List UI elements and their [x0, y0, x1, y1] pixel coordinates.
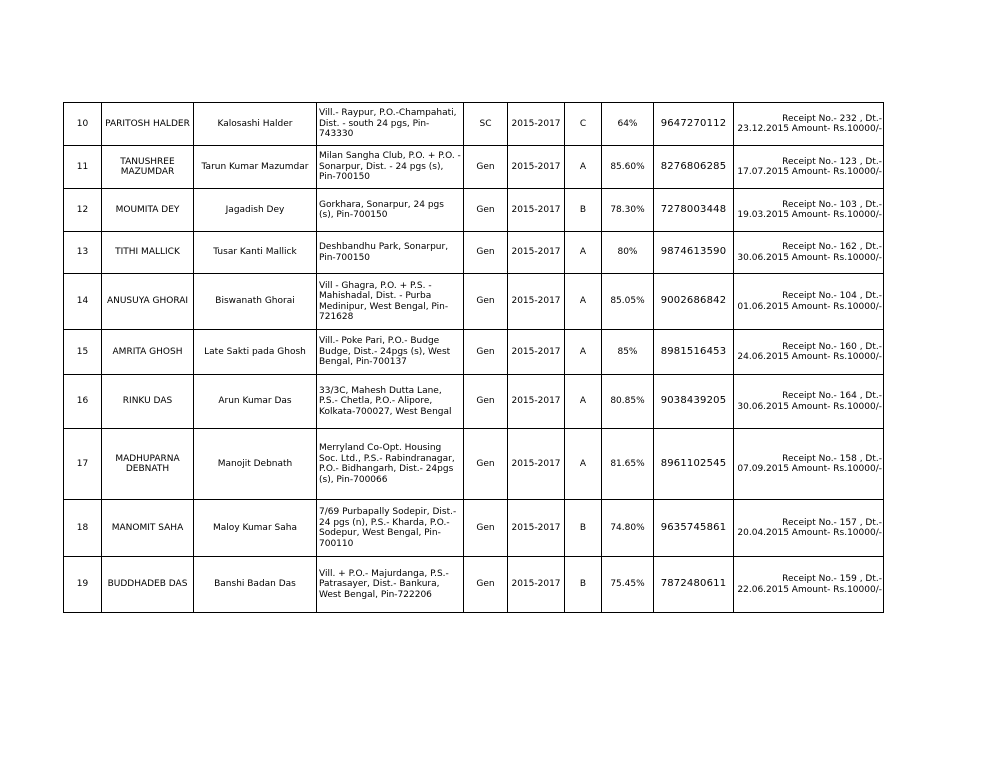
table-row: [64, 429, 884, 500]
cell-receipt: Receipt No.- 103 , Dt.- 19.03.2015 Amount- Rs.10000/-: [734, 189, 884, 232]
cell-category: Gen: [464, 146, 508, 189]
cell-session: 2015-2017: [508, 500, 565, 557]
cell-session: 2015-2017: [508, 557, 565, 613]
cell-sl: 16: [64, 375, 102, 429]
cell-category: Gen: [464, 330, 508, 375]
cell-guardian: Maloy Kumar Saha: [194, 500, 317, 557]
table-row: [64, 274, 884, 330]
cell-guardian: Arun Kumar Das: [194, 375, 317, 429]
cell-grade: C: [565, 103, 602, 146]
cell-mobile: 9038439205: [654, 375, 734, 429]
cell-receipt: Receipt No.- 160 , Dt.- 24.06.2015 Amount- Rs.10000/-: [734, 330, 884, 375]
cell-address: Merryland Co-Opt. Housing Soc. Ltd., P.S.- Rabindranagar, P.O.- Bidhangarh, Dist.- 24pgs (s), Pin-700066: [317, 429, 464, 500]
cell-sl: 13: [64, 232, 102, 274]
cell-receipt: Receipt No.- 159 , Dt.- 22.06.2015 Amount- Rs.10000/-: [734, 557, 884, 613]
students-table: [63, 102, 884, 613]
cell-guardian: Banshi Badan Das: [194, 557, 317, 613]
cell-category: Gen: [464, 557, 508, 613]
cell-address: Vill.- Raypur, P.O.-Champahati, Dist. - south 24 pgs, Pin-743330: [317, 103, 464, 146]
cell-grade: A: [565, 375, 602, 429]
cell-mobile: 7872480611: [654, 557, 734, 613]
cell-sl: 17: [64, 429, 102, 500]
cell-category: Gen: [464, 375, 508, 429]
cell-address: Vill - Ghagra, P.O. + P.S. - Mahishadal, Dist. - Purba Medinipur, West Bengal, Pin-721628: [317, 274, 464, 330]
cell-name: TITHI MALLICK: [102, 232, 194, 274]
cell-guardian: Late Sakti pada Ghosh: [194, 330, 317, 375]
cell-category: Gen: [464, 274, 508, 330]
cell-receipt: Receipt No.- 123 , Dt.- 17.07.2015 Amount- Rs.10000/-: [734, 146, 884, 189]
cell-guardian: Jagadish Dey: [194, 189, 317, 232]
cell-address: 7/69 Purbapally Sodepir, Dist.- 24 pgs (n), P.S.- Kharda, P.O.- Sodepur, West Bengal, Pin-700110: [317, 500, 464, 557]
cell-sl: 12: [64, 189, 102, 232]
cell-address: Gorkhara, Sonarpur, 24 pgs (s), Pin-700150: [317, 189, 464, 232]
cell-category: Gen: [464, 429, 508, 500]
cell-receipt: Receipt No.- 162 , Dt.- 30.06.2015 Amount- Rs.10000/-: [734, 232, 884, 274]
cell-sl: 19: [64, 557, 102, 613]
cell-guardian: Tarun Kumar Mazumdar: [194, 146, 317, 189]
cell-grade: A: [565, 146, 602, 189]
cell-session: 2015-2017: [508, 375, 565, 429]
cell-address: Milan Sangha Club, P.O. + P.O. - Sonarpur, Dist. - 24 pgs (s), Pin-700150: [317, 146, 464, 189]
cell-name: RINKU DAS: [102, 375, 194, 429]
cell-mobile: 8276806285: [654, 146, 734, 189]
cell-address: Vill. + P.O.- Majurdanga, P.S.- Patrasayer, Dist.- Bankura, West Bengal, Pin-722206: [317, 557, 464, 613]
cell-guardian: Manojit Debnath: [194, 429, 317, 500]
cell-address: 33/3C, Mahesh Dutta Lane, P.S.- Chetla, P.O.- Alipore, Kolkata-700027, West Bengal: [317, 375, 464, 429]
cell-session: 2015-2017: [508, 274, 565, 330]
cell-mobile: 8981516453: [654, 330, 734, 375]
cell-sl: 10: [64, 103, 102, 146]
cell-percent: 80%: [602, 232, 654, 274]
cell-percent: 85.05%: [602, 274, 654, 330]
cell-name: BUDDHADEB DAS: [102, 557, 194, 613]
cell-session: 2015-2017: [508, 189, 565, 232]
cell-receipt: Receipt No.- 164 , Dt.- 30.06.2015 Amount- Rs.10000/-: [734, 375, 884, 429]
cell-mobile: 9647270112: [654, 103, 734, 146]
cell-receipt: Receipt No.- 232 , Dt.- 23.12.2015 Amount- Rs.10000/-: [734, 103, 884, 146]
cell-session: 2015-2017: [508, 330, 565, 375]
cell-percent: 75.45%: [602, 557, 654, 613]
cell-name: TANUSHREE MAZUMDAR: [102, 146, 194, 189]
cell-grade: B: [565, 557, 602, 613]
cell-session: 2015-2017: [508, 429, 565, 500]
cell-grade: A: [565, 274, 602, 330]
cell-grade: A: [565, 232, 602, 274]
table-row: [64, 146, 884, 189]
cell-name: MADHUPARNA DEBNATH: [102, 429, 194, 500]
table-row: [64, 500, 884, 557]
cell-category: SC: [464, 103, 508, 146]
table-row: [64, 330, 884, 375]
cell-grade: A: [565, 429, 602, 500]
table-row: [64, 103, 884, 146]
cell-receipt: Receipt No.- 104 , Dt.- 01.06.2015 Amount- Rs.10000/-: [734, 274, 884, 330]
cell-percent: 81.65%: [602, 429, 654, 500]
cell-guardian: Biswanath Ghorai: [194, 274, 317, 330]
cell-mobile: 9002686842: [654, 274, 734, 330]
cell-receipt: Receipt No.- 157 , Dt.- 20.04.2015 Amount- Rs.10000/-: [734, 500, 884, 557]
cell-percent: 64%: [602, 103, 654, 146]
cell-percent: 80.85%: [602, 375, 654, 429]
cell-sl: 14: [64, 274, 102, 330]
cell-grade: B: [565, 189, 602, 232]
cell-percent: 85%: [602, 330, 654, 375]
cell-mobile: 8961102545: [654, 429, 734, 500]
cell-session: 2015-2017: [508, 232, 565, 274]
cell-address: Vill.- Poke Pari, P.O.- Budge Budge, Dist.- 24pgs (s), West Bengal, Pin-700137: [317, 330, 464, 375]
cell-sl: 15: [64, 330, 102, 375]
cell-mobile: 7278003448: [654, 189, 734, 232]
cell-name: MOUMITA DEY: [102, 189, 194, 232]
cell-percent: 85.60%: [602, 146, 654, 189]
cell-session: 2015-2017: [508, 146, 565, 189]
cell-name: ANUSUYA GHORAI: [102, 274, 194, 330]
cell-category: Gen: [464, 189, 508, 232]
cell-grade: B: [565, 500, 602, 557]
cell-name: MANOMIT SAHA: [102, 500, 194, 557]
cell-guardian: Tusar Kanti Mallick: [194, 232, 317, 274]
cell-sl: 11: [64, 146, 102, 189]
cell-guardian: Kalosashi Halder: [194, 103, 317, 146]
cell-category: Gen: [464, 232, 508, 274]
cell-mobile: 9635745861: [654, 500, 734, 557]
cell-name: PARITOSH HALDER: [102, 103, 194, 146]
cell-address: Deshbandhu Park, Sonarpur, Pin-700150: [317, 232, 464, 274]
table-row: [64, 232, 884, 274]
table-body: [64, 103, 884, 613]
cell-sl: 18: [64, 500, 102, 557]
cell-session: 2015-2017: [508, 103, 565, 146]
cell-mobile: 9874613590: [654, 232, 734, 274]
cell-receipt: Receipt No.- 158 , Dt.- 07.09.2015 Amount- Rs.10000/-: [734, 429, 884, 500]
cell-category: Gen: [464, 500, 508, 557]
cell-grade: A: [565, 330, 602, 375]
cell-percent: 78.30%: [602, 189, 654, 232]
table-row: [64, 375, 884, 429]
table-row: [64, 189, 884, 232]
cell-name: AMRITA GHOSH: [102, 330, 194, 375]
table-row: [64, 557, 884, 613]
cell-percent: 74.80%: [602, 500, 654, 557]
